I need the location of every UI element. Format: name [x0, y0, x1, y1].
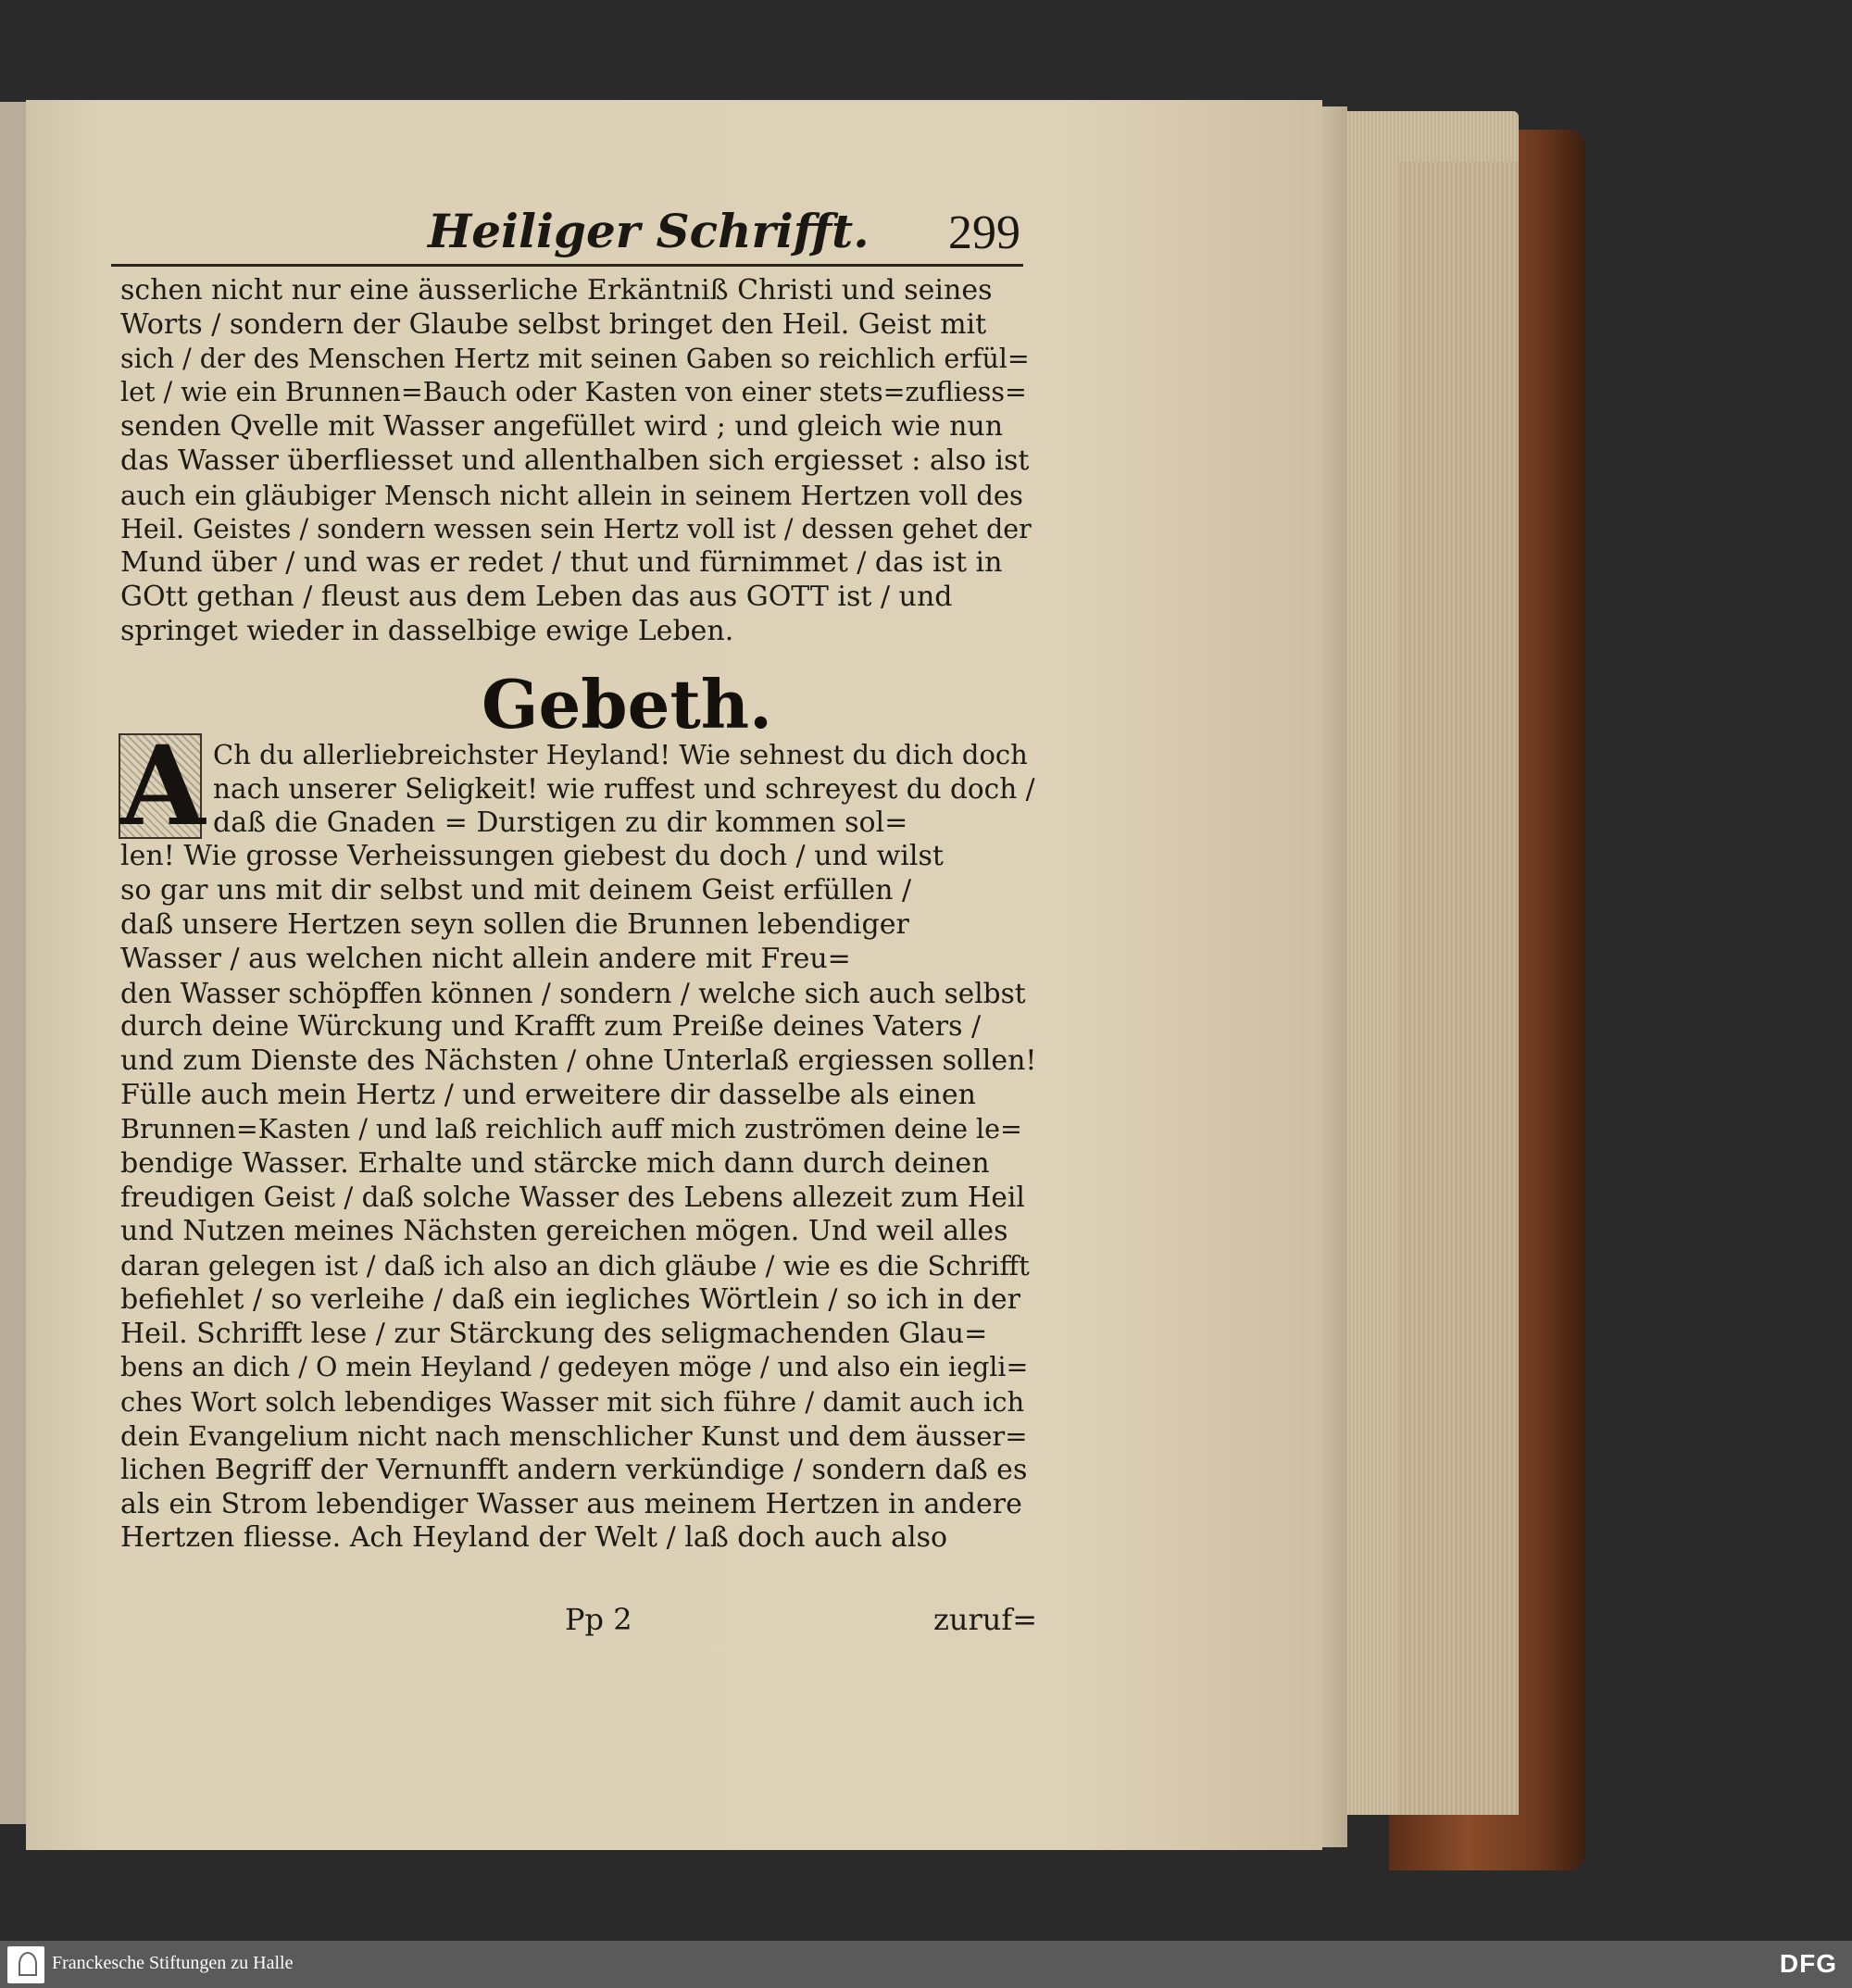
page-edges-inner [1398, 162, 1519, 1815]
prayer-line: daß unsere Hertzen seyn sollen die Brunnen lebendiger [120, 907, 909, 941]
prayer-line: len! Wie grosse Verheissungen giebest du doch / und wilst [120, 840, 944, 873]
prayer-line: und Nutzen meines Nächsten gereichen mögen. Und weil alles [120, 1215, 1008, 1248]
prayer-line: daß die Gnaden = Durstigen zu dir kommen sol= [213, 806, 908, 839]
body-line: Mund über / und was er redet / thut und fürnimmet / das ist in [120, 546, 1003, 580]
prayer-line: nach unserer Seligkeit! wie ruffest und schreyest du doch / [213, 772, 1035, 805]
body-line: schen nicht nur eine äusserliche Erkäntniß Christi und seines [120, 274, 993, 306]
page-foot [120, 1602, 1037, 1639]
prayer-heading: Gebeth. [482, 665, 773, 744]
prayer-line: Heil. Schrifft lese / zur Stärckung des seligmachenden Glau= [120, 1317, 988, 1350]
prayer-line: bendige Wasser. Erhalte und stärcke mich dann durch deinen [120, 1146, 990, 1180]
body-line: springet wieder in dasselbige ewige Leben. [120, 614, 734, 647]
body-line: auch ein gläubiger Mensch nicht allein in seinem Hertzen voll des [120, 479, 1023, 511]
viewer-footer [0, 1941, 1852, 1988]
prayer-line: durch deine Würckung und Krafft zum Preiße deines Vaters / [120, 1010, 982, 1044]
body-line: sich / der des Menschen Hertz mit seinen Gaben so reichlich erfül= [120, 343, 1030, 374]
running-head-title: Heiliger Schrifft. [428, 204, 870, 258]
running-head [428, 204, 1020, 269]
body-line: Worts / sondern der Glaube selbst bringet den Heil. Geist mit [120, 307, 987, 341]
dropcap-initial: A [120, 721, 206, 850]
body-line: GOtt gethan / fleust aus dem Leben das aus GOTT ist / und [120, 581, 953, 614]
signature-mark: Pp 2 [565, 1602, 632, 1637]
body-line: let / wie ein Brunnen=Bauch oder Kasten von einer stets=zufliess= [120, 377, 1027, 408]
body-line: das Wasser überfliesset und allenthalben sich ergiesset : also ist [120, 444, 1030, 477]
body-text [120, 274, 1037, 649]
body-line: senden Qvelle mit Wasser angefüllet wird ; und gleich wie nun [120, 410, 1004, 444]
prayer-line: und zum Dienste des Nächsten / ohne Unterlaß ergiessen sollen! [120, 1044, 1037, 1078]
body-line: Heil. Geistes / sondern wessen sein Hertz voll ist / dessen gehet der [120, 513, 1032, 544]
catchword: zuruf= [932, 1602, 1037, 1637]
prayer-text [120, 737, 1037, 1555]
institution-name[interactable]: Franckesche Stiftungen zu Halle [52, 1953, 294, 1973]
prayer-line: als ein Strom lebendiger Wasser aus meinem Hertzen in andere [120, 1487, 1022, 1520]
prayer-line: bens an dich / O mein Heyland / gedeyen möge / und also ein iegli= [120, 1352, 1029, 1383]
prayer-line: Fülle auch mein Hertz / und erweitere dir dasselbe als einen [120, 1078, 976, 1111]
dfg-logo[interactable]: DFG [1779, 1949, 1837, 1978]
prayer-line: so gar uns mit dir selbst und mit deinem Geist erfüllen / [120, 874, 912, 907]
prayer-line: freudigen Geist / daß solche Wasser des Lebens allezeit zum Heil [120, 1182, 1025, 1214]
facing-page-edge [0, 102, 28, 1824]
prayer-line: Ch du allerliebreichster Heyland! Wie sehnest du dich doch [213, 739, 1028, 770]
page-number: 299 [948, 206, 1020, 259]
prayer-line: Wasser / aus welchen nicht allein andere mit Freu= [120, 942, 851, 975]
head-rule [111, 264, 1023, 267]
prayer-line: Brunnen=Kasten / und laß reichlich auff mich zuströmen deine le= [120, 1113, 1022, 1144]
prayer-line: befiehlet / so verleihe / daß ein iegliches Wörtlein / so ich in der [120, 1282, 1020, 1316]
prayer-line: lichen Begriff der Vernunfft andern verkündige / sondern daß es [120, 1453, 1028, 1486]
prayer-line: den Wasser schöpffen können / sondern / welche sich auch selbst [120, 977, 1026, 1009]
francke-foundation-logo-icon[interactable] [7, 1946, 44, 1983]
prayer-line: daran gelegen ist / daß ich also an dich gläube / wie es die Schrifft [120, 1249, 1030, 1282]
prayer-line: ches Wort solch lebendiges Wasser mit sich führe / damit auch ich [120, 1386, 1025, 1419]
prayer-line: dein Evangelium nicht nach menschlicher Kunst und dem äusser= [120, 1419, 1028, 1452]
prayer-line: Hertzen fliesse. Ach Heyland der Welt / laß doch auch also [120, 1521, 948, 1555]
